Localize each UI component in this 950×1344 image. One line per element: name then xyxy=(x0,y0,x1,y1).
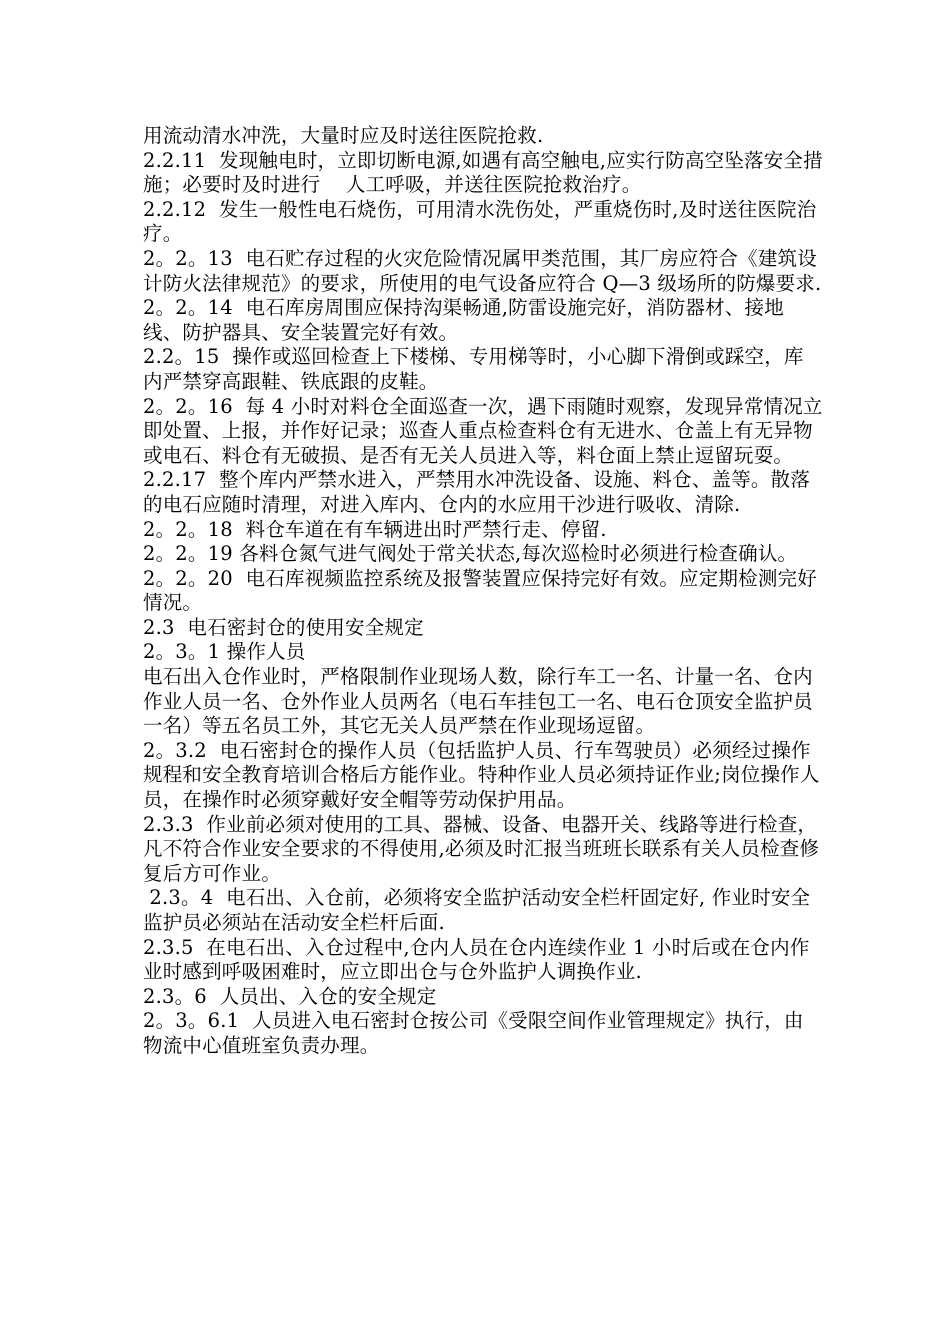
paragraph-2-2-20: 2。2。20 电石库视频监控系统及报警装置应保持完好有效。应定期检测完好情况。 xyxy=(143,566,817,615)
paragraph-2-3-2: 2。3.2 电石密封仓的操作人员（包括监护人员、行车驾驶员）必须经过操作规程和安全教育培训合格后方能作业。特种作业人员必须持证作业;岗位操作人员，在操作时必须穿戴好安全帽等劳动保护用品。 xyxy=(143,738,820,812)
subsection-heading-2-3-6: 2.3。6 人员出、入仓的安全规定 xyxy=(143,984,437,1008)
paragraph-2-2-18: 2。2。18 料仓车道在有车辆进出时严禁行走、停留. xyxy=(143,517,607,541)
section-heading-2-3: 2.3 电石密封仓的使用安全规定 xyxy=(143,615,424,639)
paragraph-continuation: 用流动清水冲洗，大量时应及时送往医院抢救. xyxy=(143,124,544,147)
paragraph-2-2-17: 2.2.17 整个库内严禁水进入，严禁用水冲洗设备、设施、料仓、盖等。散落的电石应随时清理，对进入库内、仓内的水应用干沙进行吸收、清除. xyxy=(143,468,811,516)
document-body xyxy=(143,124,823,1059)
paragraph-2-2-14: 2。2。14 电石库房周围应保持沟渠畅通,防雷设施完好，消防器材、接地线、防护器具、安全装置完好有效。 xyxy=(143,296,784,344)
paragraph-2-2-19: 2。2。19 各料仓氮气进气阀处于常关状态,每次巡检时必须进行检查确认。 xyxy=(143,542,798,566)
paragraph-2-3-4: 2.3。4 电石出、入仓前，必须将安全监护活动安全栏杆固定好, 作业时安全监护员必须站在活动安全栏杆后面. xyxy=(143,886,811,934)
paragraph-2-3-3: 2.3.3 作业前必须对使用的工具、器械、设备、电器开关、线路等进行检查，凡不符合作业安全要求的不得使用,必须及时汇报当班班长联系有关人员检查修复后方可作业。 xyxy=(143,812,820,885)
paragraph-2-2-15: 2.2。15 操作或巡回检查上下楼梯、专用梯等时，小心脚下滑倒或踩空，库内严禁穿高跟鞋、铁底跟的皮鞋。 xyxy=(143,345,804,393)
paragraph-operators: 电石出入仓作业时，严格限制作业现场人数，除行车工一名、计量一名、仓内作业人员一名、仓外作业人员两名（电石车挂包工一名、电石仓顶安全监护员一名）等五名员工外，其它无关人员严禁在作业现场逗留。 xyxy=(143,665,813,738)
paragraph-2-2-16: 2。2。16 每 4 小时对料仓全面巡查一次，遇下雨随时观察，发现异常情况立即处置、上报，并作好记录；巡查人重点检查料仓有无进水、仓盖上有无异物或电石、料仓有无破损、是否有无关人员进入等，料仓面上禁止逗留玩耍。 xyxy=(143,394,823,467)
paragraph-2-3-6-1: 2。3。6.1 人员进入电石密封仓按公司《受限空间作业管理规定》执行，由物流中心值班室负责办理。 xyxy=(143,1009,804,1057)
paragraph-2-2-12: 2.2.12 发生一般性电石烧伤，可用清水洗伤处，严重烧伤时,及时送往医院治疗。 xyxy=(143,197,817,246)
paragraph-2-3-5: 2.3.5 在电石出、入仓过程中,仓内人员在仓内连续作业 1 小时后或在仓内作业时感到呼吸困难时，应立即出仓与仓外监护人调换作业. xyxy=(143,935,810,984)
paragraph-2-2-13: 2。2。13 电石贮存过程的火灾危险情况属甲类范围，其厂房应符合《建筑设计防火法律规范》的要求，所使用的电气设备应符合 Q—3 级场所的防爆要求. xyxy=(143,246,822,295)
paragraph-2-2-11: 2.2.11 发现触电时，立即切断电源,如遇有高空触电,应实行防高空坠落安全措施；必要时及时进行 人工呼吸，并送往医院抢救治疗。 xyxy=(143,148,823,197)
subsection-heading-2-3-1: 2。3。1 操作人员 xyxy=(143,640,306,664)
